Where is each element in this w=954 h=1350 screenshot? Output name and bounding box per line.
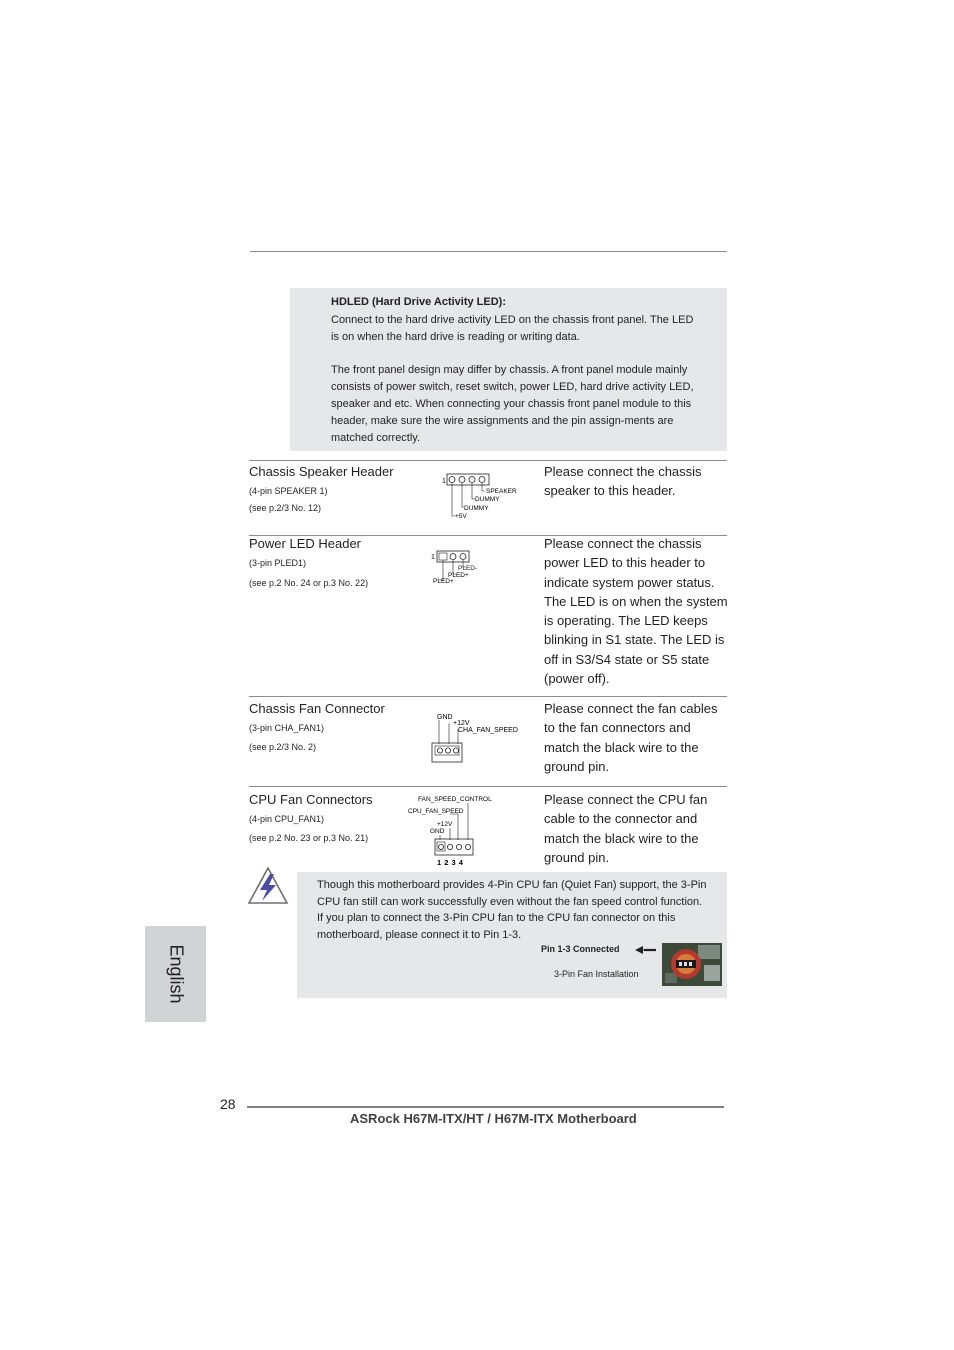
front-panel-note-line: consists of power switch, reset switch, power LED, hard drive activity LED, — [331, 381, 694, 393]
power-led-header-desc: Please connect the chassis power LED to this header to indicate system power status. The LED is on when the system is operating. The LED keeps blinking in S1 state. The LED is off in S3/S4 state or S5 state (power off). — [544, 536, 728, 687]
chassis-fan-page-ref: (see p.2/3 No. 2) — [249, 742, 317, 752]
svg-text:CPU_FAN_SPEED: CPU_FAN_SPEED — [408, 808, 464, 815]
svg-text:+5V: +5V — [455, 513, 467, 520]
cpu-fan-desc: Please connect the CPU fan cable to the connector and match the black wire to the ground pin. — [544, 792, 708, 865]
svg-text:PLED+: PLED+ — [433, 578, 454, 585]
svg-text:DUMMY: DUMMY — [475, 496, 500, 503]
svg-text:+12V: +12V — [453, 720, 470, 727]
fan-installation-label: 3-Pin Fan Installation — [554, 969, 639, 979]
pin-connected-label: Pin 1-3 Connected — [541, 944, 620, 954]
speaker-header-page-ref: (see p.2/3 No. 12) — [249, 503, 322, 513]
speaker-header-diagram — [438, 470, 528, 522]
cpu-fan-diagram — [406, 792, 506, 870]
row-divider — [249, 696, 727, 697]
power-led-header-pin-info: (3-pin PLED1) — [249, 558, 307, 568]
fan-installation-photo — [662, 943, 722, 986]
power-led-header-page-ref: (see p.2 No. 24 or p.3 No. 22) — [249, 578, 369, 588]
chassis-fan-pin-info: (3-pin CHA_FAN1) — [249, 723, 325, 733]
row-divider — [249, 786, 727, 787]
svg-text:CHA_FAN_SPEED: CHA_FAN_SPEED — [458, 727, 518, 734]
front-panel-note-line: header, make sure the wire assignments and the pin assign-ments are — [331, 415, 674, 427]
page-number: 28 — [220, 1096, 236, 1112]
svg-text:+12V: +12V — [437, 821, 453, 828]
pin1-label: 1 — [431, 554, 435, 561]
pin1-label: 1 — [442, 478, 446, 485]
speaker-header-title: Chassis Speaker Header — [249, 464, 394, 479]
cpu-fan-pin-info: (4-pin CPU_FAN1) — [249, 814, 325, 824]
warning-text: Though this motherboard provides 4-Pin CPU fan (Quiet Fan) support, the 3-Pin CPU fan still can work successfully even without the fan speed control function. If you plan to connect the 3-Pin CPU fan to the CPU fan connector on this motherboard, please connect it to Pin 1-3. — [317, 879, 707, 941]
language-tab-label: English — [166, 944, 186, 1004]
speaker-header-desc: Please connect the chassis speaker to this header. — [544, 464, 702, 499]
warning-icon — [248, 866, 290, 906]
chassis-fan-diagram — [428, 710, 528, 766]
svg-text:SPEAKER: SPEAKER — [486, 488, 517, 495]
footer-title: ASRock H67M-ITX/HT / H67M-ITX Motherboard — [350, 1111, 637, 1126]
svg-text:FAN_SPEED_CONTROL: FAN_SPEED_CONTROL — [418, 796, 492, 803]
svg-text:DUMMY: DUMMY — [464, 505, 489, 512]
top-divider — [250, 251, 727, 252]
chassis-fan-title: Chassis Fan Connector — [249, 701, 385, 716]
arrow-left-icon — [634, 944, 658, 956]
footer-divider — [247, 1106, 724, 1108]
power-led-header-diagram — [428, 548, 498, 588]
svg-text:GND: GND — [437, 714, 453, 721]
language-tab — [145, 926, 206, 1022]
hdled-note-line: is on when the hard drive is reading or writing data. — [331, 331, 580, 343]
chassis-fan-desc: Please connect the fan cables to the fan connectors and match the black wire to the ground pin. — [544, 701, 718, 774]
cpu-fan-title: CPU Fan Connectors — [249, 792, 373, 807]
front-panel-note-line: matched correctly. — [331, 432, 421, 444]
cpu-fan-page-ref: (see p.2 No. 23 or p.3 No. 21) — [249, 833, 369, 843]
hdled-note-title: HDLED (Hard Drive Activity LED): — [331, 296, 507, 308]
power-led-header-title: Power LED Header — [249, 536, 361, 551]
speaker-header-pin-info: (4-pin SPEAKER 1) — [249, 486, 328, 496]
svg-text:1 2 3 4: 1 2 3 4 — [437, 858, 463, 867]
row-divider — [249, 460, 727, 461]
front-panel-note-line: speaker and etc. When connecting your chassis front panel module to this — [331, 398, 692, 410]
front-panel-note-line: The front panel design may differ by chassis. A front panel module mainly — [331, 364, 688, 376]
hdled-note-line: Connect to the hard drive activity LED on the chassis front panel. The LED — [331, 314, 694, 326]
svg-text:PLED-: PLED- — [458, 565, 478, 572]
svg-text:PLED+: PLED+ — [448, 572, 469, 579]
svg-text:GND: GND — [430, 828, 445, 835]
